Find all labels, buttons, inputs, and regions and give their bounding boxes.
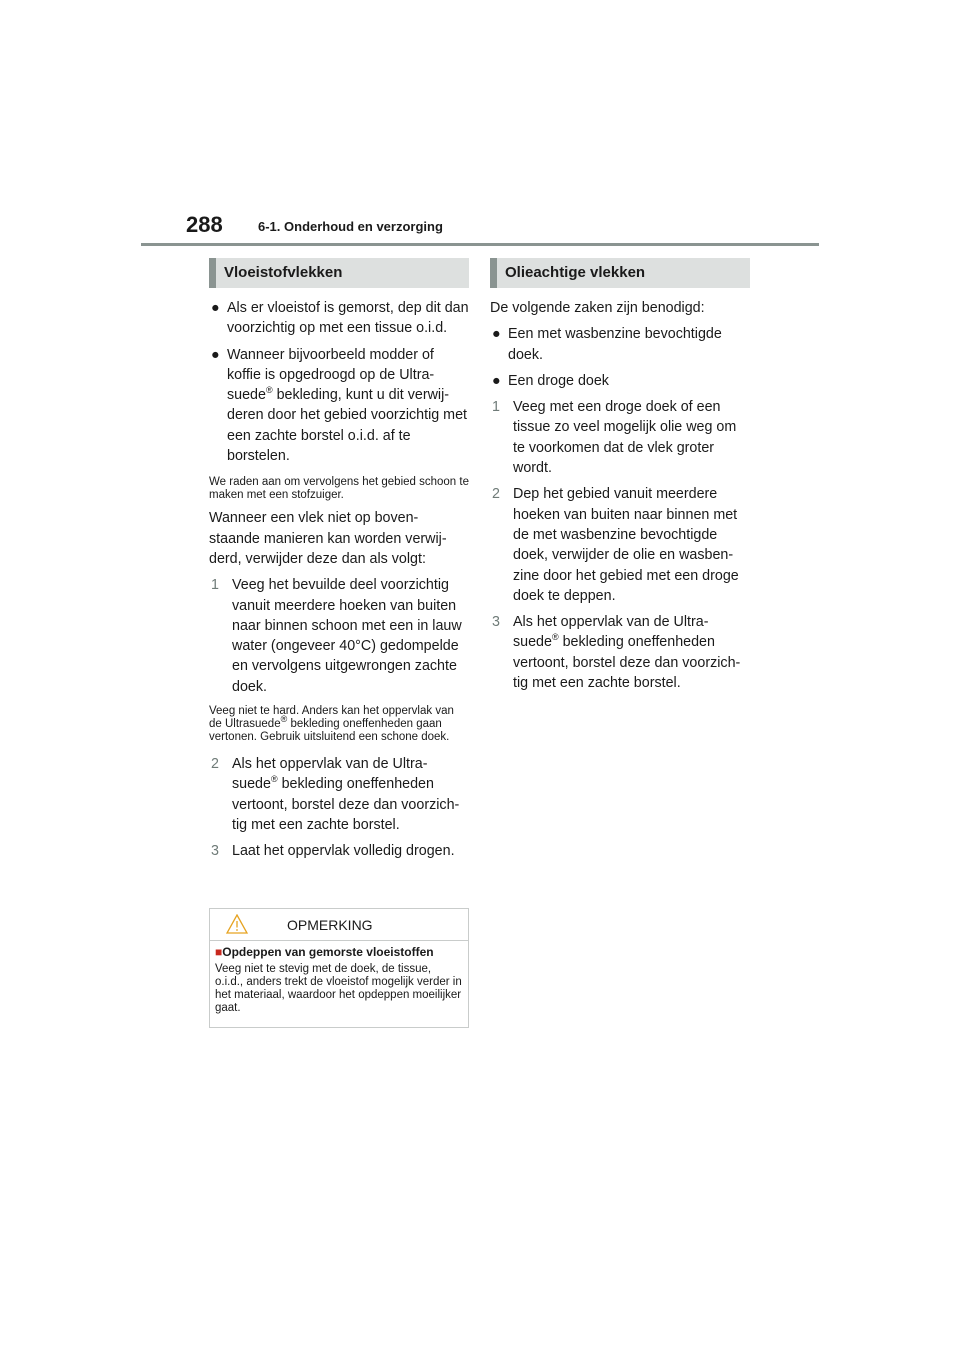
right-step-3-text-b: bekleding oneffenheden vertoont, borstel deze dan voorzich-tig met een zachte borstel. xyxy=(513,634,741,692)
registered-mark: ® xyxy=(270,774,278,785)
step-number: 1 xyxy=(211,577,219,594)
left-step-2-text-a: Als het oppervlak van de Ultra-suede xyxy=(232,756,428,793)
registered-mark: ® xyxy=(551,632,559,643)
left-small-note-1: We raden aan om vervolgens het gebied schoon te maken met een stofzuiger. xyxy=(209,476,469,502)
note-subheading-text: Opdeppen van gemorste vloeistoffen xyxy=(222,945,434,959)
bullet-dot: ● xyxy=(211,300,220,316)
note-text: Veeg niet te stevig met de doek, de tissue, o.i.d., anders trekt de vloeistof mogelijk verder in het materiaal, waardoor het opdeppen moeilijker gaat. xyxy=(215,963,462,1014)
left-step-1-text: Veeg het bevuilde deel voorzichtig vanuit meerdere hoeken van buiten naar binnen schoon met een in lauw water (ongeveer 40°C) gedompelde en vervolgens uitgewrongen zachte doek. xyxy=(232,577,462,695)
bullet-dot: ● xyxy=(211,346,220,363)
note-box xyxy=(209,908,469,1028)
step-number: 3 xyxy=(211,843,219,860)
right-bullet-1 xyxy=(490,324,750,365)
left-bullet-2-text-a: Wanneer bijvoorbeeld modder of koffie is opgedroogd op de Ultra-suede xyxy=(227,346,435,404)
left-small-note-2-b: bekleding oneffenheden gaan vertonen. Gebruik uitsluitend een schone doek. xyxy=(209,718,450,744)
left-column xyxy=(209,258,469,868)
right-bullet-2-text: Een droge doek xyxy=(508,372,609,389)
right-step-2-text: Dep het gebied vanuit meerdere hoeken van buiten naar binnen met de met wasbenzine bevochtigde doek, verwijder de olie en wasben-zine door het gebied met een droge doek te deppen. xyxy=(513,486,739,604)
left-bullet-1 xyxy=(209,298,469,339)
right-step-3-text-a: Als het oppervlak van de Ultra-suede xyxy=(513,614,709,651)
registered-mark: ® xyxy=(265,385,273,396)
note-subheading xyxy=(215,945,462,959)
left-step-2 xyxy=(209,754,469,835)
section-title: 6-1. Onderhoud en verzorging xyxy=(258,219,443,234)
right-step-1 xyxy=(490,397,750,478)
right-step-3 xyxy=(490,612,750,693)
left-step-2-text-b: bekleding oneffenheden vertoont, borstel deze dan voorzich-tig met een zachte borstel. xyxy=(232,776,460,833)
note-title: OPMERKING xyxy=(287,917,373,933)
note-body xyxy=(210,941,468,1015)
step-number: 1 xyxy=(492,399,500,416)
left-step-3 xyxy=(209,841,469,861)
right-intro: De volgende zaken zijn benodigd: xyxy=(490,300,705,316)
left-bullet-2 xyxy=(209,345,469,467)
right-step-1-text: Veeg met een droge doek of een tissue zo veel mogelijk olie weg om te voorkomen dat de vlek groter wordt. xyxy=(513,399,737,477)
registered-mark: ® xyxy=(280,714,288,725)
left-small-note-2 xyxy=(209,705,469,744)
left-small-note-2-a: Veeg niet te hard. Anders kan het oppervlak van de Ultrasuede xyxy=(209,705,454,731)
page-number: 288 xyxy=(186,212,223,237)
step-number: 2 xyxy=(211,756,219,773)
header-rule xyxy=(141,243,819,246)
bullet-dot: ● xyxy=(492,326,501,343)
step-number: 3 xyxy=(492,614,500,631)
right-step-2 xyxy=(490,484,750,606)
right-column xyxy=(490,258,750,699)
left-bullet-1-text: Als er vloeistof is gemorst, dep dit dan voorzichtig op met een tissue o.i.d. xyxy=(227,300,469,337)
right-bullet-2 xyxy=(490,371,750,391)
bullet-dot: ● xyxy=(492,372,501,389)
heading-olieachtige-vlekken: Olieachtige vlekken xyxy=(490,258,750,288)
note-header xyxy=(210,909,468,941)
left-step-1 xyxy=(209,575,469,697)
warning-triangle-icon xyxy=(226,914,248,934)
right-bullet-1-text: Een met wasbenzine bevochtigde doek. xyxy=(508,326,722,363)
left-paragraph: Wanneer een vlek niet op boven-staande manieren kan worden verwij-derd, verwijder deze dan als volgt: xyxy=(209,510,447,567)
left-bullet-2-text-b: bekleding, kunt u dit verwij-deren door het gebied voorzichtig met een zachte borstel o.i.d. af te borstelen. xyxy=(227,387,468,465)
left-step-3-text: Laat het oppervlak volledig drogen. xyxy=(232,843,455,860)
red-square-marker: ■ xyxy=(215,945,223,959)
heading-vloeistofvlekken: Vloeistofvlekken xyxy=(209,258,469,288)
step-number: 2 xyxy=(492,486,500,503)
